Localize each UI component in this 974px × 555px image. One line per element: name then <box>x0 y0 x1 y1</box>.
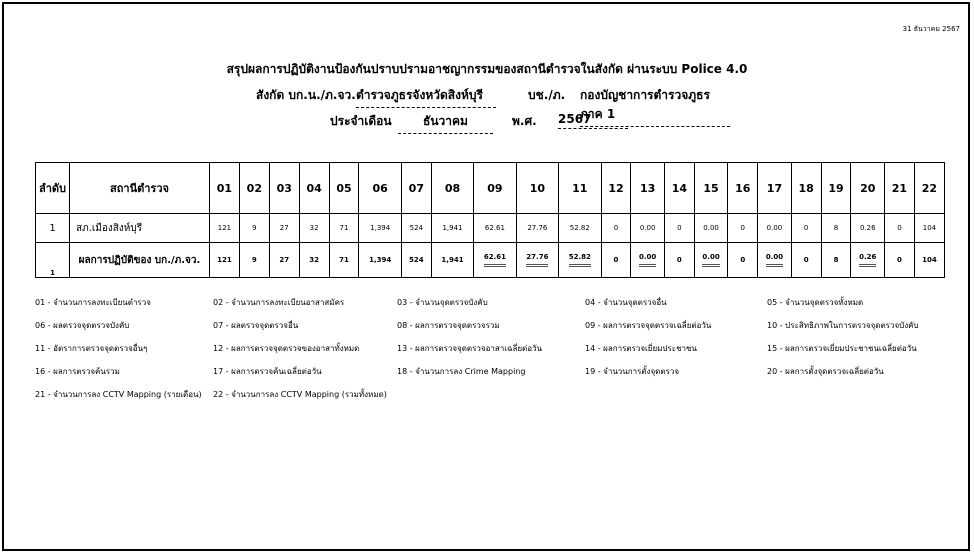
header-col-01: 01 <box>210 163 240 214</box>
header-col-14: 14 <box>664 163 694 214</box>
row-cell-19: 8 <box>821 214 851 243</box>
summary-cell-09 <box>474 243 516 278</box>
legend-item: 04 - จำนวนจุดตรวจอื่น <box>585 298 667 307</box>
summary-value-11: 52.82 <box>569 253 591 267</box>
legend-item: 19 - จำนวนการตั้งจุดตรวจ <box>585 367 680 376</box>
summary-cell-03 <box>269 243 299 278</box>
row-cell-14: 0 <box>664 214 694 243</box>
header-col-09: 09 <box>474 163 516 214</box>
summary-cell-14 <box>664 243 694 278</box>
results-table <box>35 162 945 278</box>
summary-cell-13 <box>631 243 665 278</box>
row-cell-21: 0 <box>884 214 914 243</box>
legend-item: 11 - อัตราการตรวจจุดตรวจอื่นๆ <box>35 344 148 353</box>
summary-value-02: 9 <box>251 256 257 264</box>
table-row <box>36 214 945 243</box>
summary-value-06: 1,394 <box>369 256 392 264</box>
summary-cell-08 <box>431 243 473 278</box>
summary-value-01: 121 <box>217 256 232 264</box>
summary-cell-10 <box>516 243 558 278</box>
header-col-21: 21 <box>884 163 914 214</box>
legend-item: 08 - ผลการตรวจจุดตรวจรวม <box>397 321 500 330</box>
row-cell-06: 1,394 <box>359 214 401 243</box>
summary-row <box>36 243 945 278</box>
summary-cell-02 <box>239 243 269 278</box>
header-col-16: 16 <box>728 163 758 214</box>
row-cell-08: 1,941 <box>431 214 473 243</box>
month-label: ประจำเดือน <box>330 114 392 128</box>
legend-item: 22 - จำนวนการลง CCTV Mapping (รวมทั้งหมด) <box>213 390 387 399</box>
command-value: กองบัญชาการตำรวจภูธร ภาค 1 <box>580 86 730 127</box>
legend-item: 15 - ผลการตรวจเยี่ยมประชาชนเฉลี่ยต่อวัน <box>767 344 917 353</box>
summary-value-20: 0.26 <box>859 253 876 267</box>
summary-cell-18 <box>791 243 821 278</box>
month-value: ธันวาคม <box>398 112 493 134</box>
report-title: สรุปผลการปฏิบัติงานป้องกันปราบปรามอาชญากรรมของสถานีตำรวจในสังกัด ผ่านระบบ Police 4.0 <box>226 62 748 76</box>
legend-item: 13 - ผลการตรวจจุดตรวจอาสาเฉลี่ยต่อวัน <box>397 344 543 353</box>
summary-cell-12 <box>601 243 631 278</box>
row-cell-05: 71 <box>329 214 359 243</box>
summary-cell-20 <box>851 243 885 278</box>
legend-item: 18 - จำนวนการลง Crime Mapping <box>397 367 526 376</box>
header-no: ลำดับ <box>36 163 70 214</box>
summary-cell-04 <box>299 243 329 278</box>
row-cell-07: 524 <box>401 214 431 243</box>
legend-item: 20 - ผลการตั้งจุดตรวจเฉลี่ยต่อวัน <box>767 367 884 376</box>
summary-value-18: 0 <box>803 256 809 264</box>
legend-item: 14 - ผลการตรวจเยี่ยมประชาชน <box>585 344 697 353</box>
row-cell-04: 32 <box>299 214 329 243</box>
row-cell-02: 9 <box>239 214 269 243</box>
table-header-row <box>36 163 945 214</box>
affiliation-value: ตำรวจภูธรจังหวัดสิงห์บุรี <box>356 86 496 108</box>
row-station: สภ.เมืองสิงห์บุรี <box>70 214 210 243</box>
row-cell-15: 0.00 <box>694 214 728 243</box>
header-col-05: 05 <box>329 163 359 214</box>
summary-value-19: 8 <box>833 256 839 264</box>
legend-item: 05 - จำนวนจุดตรวจทั้งหมด <box>767 298 864 307</box>
legend-item: 02 - จำนวนการลงทะเบียนอาสาสมัคร <box>213 298 345 307</box>
summary-value-16: 0 <box>740 256 746 264</box>
legend-item: 12 - ผลการตรวจจุดตรวจของอาสาทั้งหมด <box>213 344 360 353</box>
summary-cell-11 <box>559 243 601 278</box>
summary-value-17: 0.00 <box>766 253 783 267</box>
row-cell-16: 0 <box>728 214 758 243</box>
summary-value-15: 0.00 <box>702 253 719 267</box>
row-cell-09: 62.61 <box>474 214 516 243</box>
affiliation-label: สังกัด บก.น./ภ.จว. <box>256 88 356 102</box>
summary-cell-19 <box>821 243 851 278</box>
row-cell-10: 27.76 <box>516 214 558 243</box>
row-cell-12: 0 <box>601 214 631 243</box>
header-col-19: 19 <box>821 163 851 214</box>
legend-item: 07 - ผลตรวจจุดตรวจอื่น <box>213 321 299 330</box>
summary-value-12: 0 <box>613 256 619 264</box>
summary-value-04: 32 <box>309 256 319 264</box>
legend-item: 01 - จำนวนการลงทะเบียนตำรวจ <box>35 298 151 307</box>
summary-value-05: 71 <box>339 256 349 264</box>
report-date: 31 ธันวาคม 2567 <box>902 25 960 33</box>
row-cell-13: 0.00 <box>631 214 665 243</box>
summary-cell-17 <box>758 243 792 278</box>
row-cell-22: 104 <box>914 214 944 243</box>
summary-value-13: 0.00 <box>639 253 656 267</box>
summary-value-10: 27.76 <box>526 253 548 267</box>
header-station: สถานีตำรวจ <box>70 163 210 214</box>
summary-value-14: 0 <box>676 256 682 264</box>
header-col-17: 17 <box>758 163 792 214</box>
summary-value-22: 104 <box>922 256 937 264</box>
summary-cell-16 <box>728 243 758 278</box>
row-cell-18: 0 <box>791 214 821 243</box>
row-no: 1 <box>36 214 70 243</box>
header-col-18: 18 <box>791 163 821 214</box>
summary-cell-06 <box>359 243 401 278</box>
summary-cell-01 <box>210 243 240 278</box>
header-col-03: 03 <box>269 163 299 214</box>
legend-item: 21 - จำนวนการลง CCTV Mapping (รายเดือน) <box>35 390 202 399</box>
year-label: พ.ศ. <box>512 114 537 128</box>
summary-cell-07 <box>401 243 431 278</box>
summary-cell-15 <box>694 243 728 278</box>
legend-item: 10 - ประสิทธิภาพในการตรวจจุดตรวจบังคับ <box>767 321 919 330</box>
header-col-11: 11 <box>559 163 601 214</box>
year-value: 2567 <box>558 112 628 129</box>
row-cell-11: 52.82 <box>559 214 601 243</box>
header-col-15: 15 <box>694 163 728 214</box>
header-col-04: 04 <box>299 163 329 214</box>
header-col-02: 02 <box>239 163 269 214</box>
summary-cell-05 <box>329 243 359 278</box>
header-col-07: 07 <box>401 163 431 214</box>
legend-item: 16 - ผลการตรวจค้นรวม <box>35 367 120 376</box>
header-col-13: 13 <box>631 163 665 214</box>
summary-cell-22 <box>914 243 944 278</box>
legend-item: 17 - ผลการตรวจค้นเฉลี่ยต่อวัน <box>213 367 322 376</box>
header-col-08: 08 <box>431 163 473 214</box>
summary-label: ผลการปฏิบัติของ บก./ภ.จว. <box>70 243 210 278</box>
header-col-20: 20 <box>851 163 885 214</box>
summary-no: 1 <box>36 243 70 278</box>
row-cell-20: 0.26 <box>851 214 885 243</box>
legend-item: 09 - ผลการตรวจจุดตรวจเฉลี่ยต่อวัน <box>585 321 712 330</box>
summary-value-07: 524 <box>409 256 424 264</box>
header-col-12: 12 <box>601 163 631 214</box>
command-label: บช./ภ. <box>528 88 566 102</box>
row-cell-17: 0.00 <box>758 214 792 243</box>
summary-cell-21 <box>884 243 914 278</box>
summary-value-08: 1,941 <box>441 256 464 264</box>
row-cell-01: 121 <box>210 214 240 243</box>
legend-item: 03 - จำนวนจุดตรวจบังคับ <box>397 298 488 307</box>
summary-value-09: 62.61 <box>484 253 506 267</box>
header-col-10: 10 <box>516 163 558 214</box>
row-cell-03: 27 <box>269 214 299 243</box>
header-col-06: 06 <box>359 163 401 214</box>
legend-item: 06 - ผลตรวจจุดตรวจบังคับ <box>35 321 130 330</box>
header-col-22: 22 <box>914 163 944 214</box>
summary-value-21: 0 <box>896 256 902 264</box>
summary-value-03: 27 <box>279 256 290 264</box>
